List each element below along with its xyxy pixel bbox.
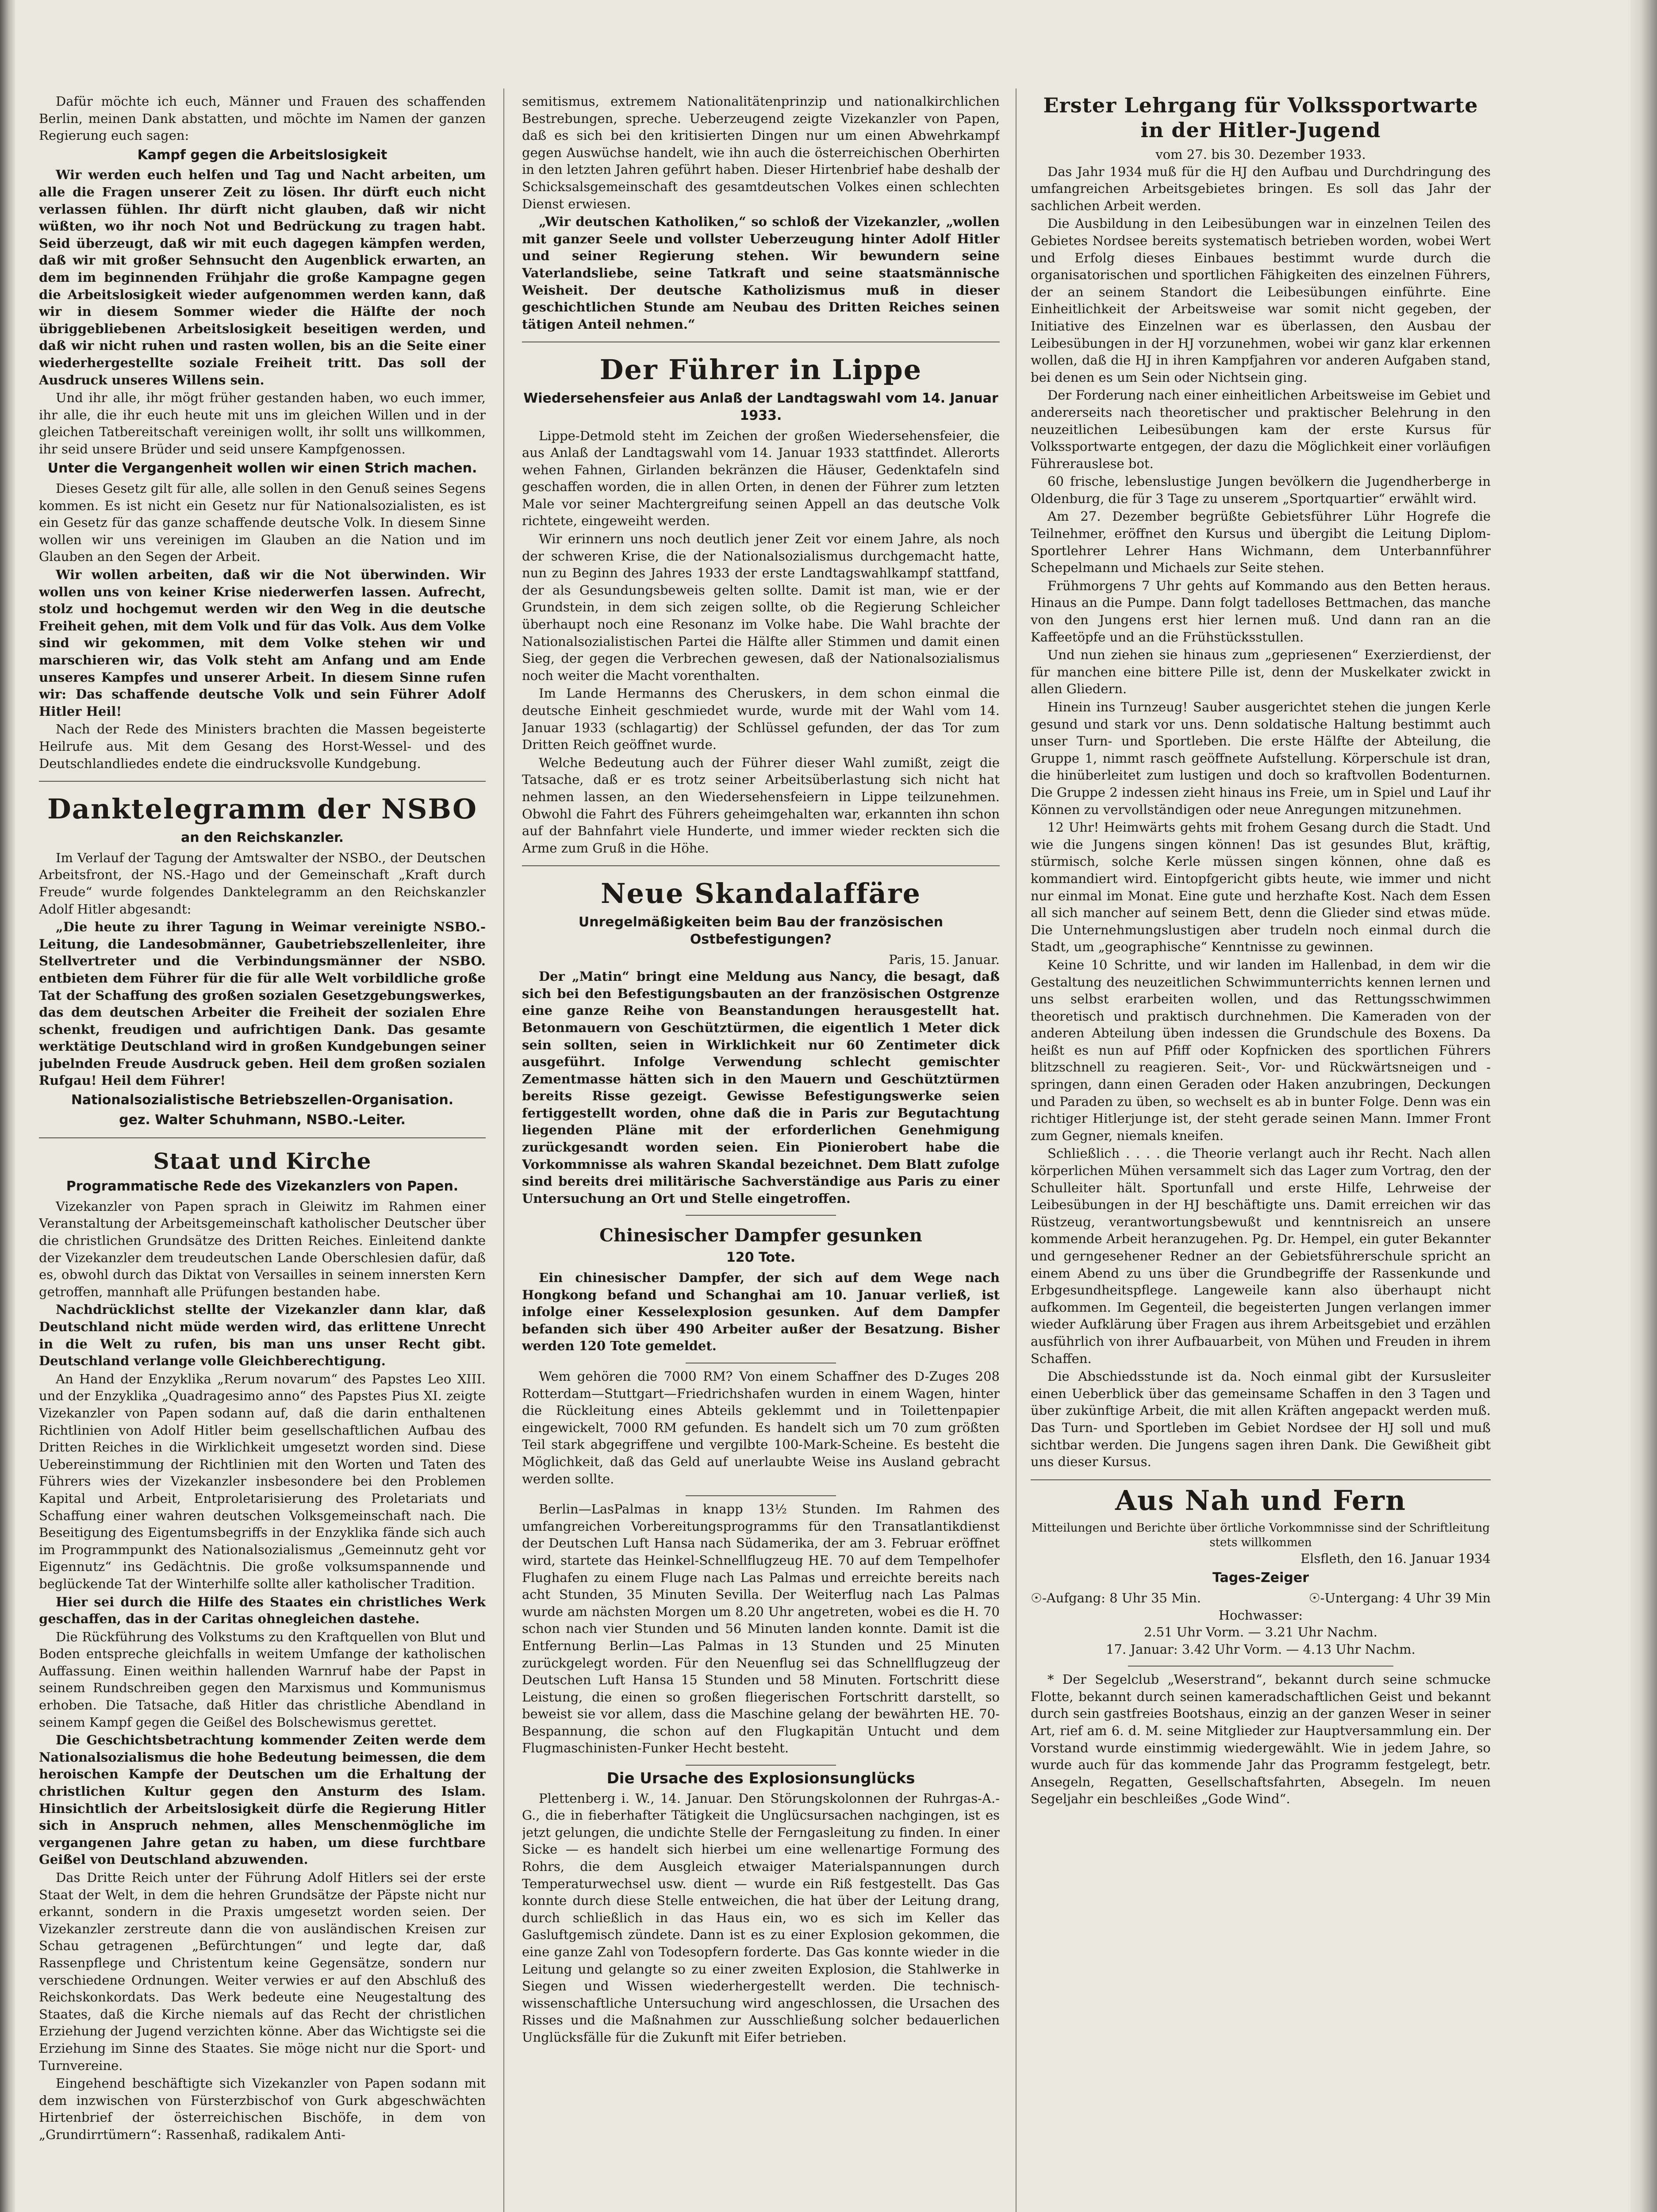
signature-name: gez. Walter Schuhmann, NSBO.-Leiter.: [119, 1112, 406, 1128]
paragraph-l4: 60 frische, lebenslustige Jungen bevölkern die Jugendherberge in Oldenburg, die für 3 Tage zu unserem „Sportquartier“ erwählt wird.: [1031, 474, 1491, 506]
paragraph-segelclub: * Der Segelclub „Weserstrand“, bekannt durch seine schmucke Flotte, bekannt durch seinen kameradschaftlichen Geist und bekannt durch sein gastfreies Bootshaus, einzig an der ganzen Weser in seiner Art, rief am 6. d. M. seine Mitglieder zur Hauptversammlung ein. Der Vorstand wurde einstimmig wiedergewählt. Wie in jedem Jahre, so wurde auch für das kommende Jahr das Programm festgelegt, betr. Ansegeln, Regatten, Gesellschaftsfahrten, Absegeln. Im neuen Segeljahr ein beschleißes „Gode Wind“.: [1031, 1672, 1491, 1807]
paragraph-l10: Keine 10 Schritte, und wir landen im Hallenbad, in dem wir die Gestaltung des neuzeitlichen Schwimmunterrichts kennen lernen und uns selbst erarbeiten wollen, und das Rettungsschwimmen theoretisch und praktisch durchnehmen. Die Kameraden von der anderen Abteilung üben indessen die Grundschule des Boxens. Da heißt es nun auf Pfiff oder Kopfnicken des sportlichen Führers blitzschnell zu reagieren. Seit-, Vor- und Rückwärtsneigen und -springen, dann einen Geraden oder Haken anzubringen, Deckungen und Paraden zu üben, so wechselt es ab in bunter Folge. Denn was ein richtiger Hitlerjunge ist, der steht gerade seinen Mann. Immer Front zum Gegner, niemals kneifen.: [1031, 957, 1491, 1143]
paragraph-staat2: Nachdrücklichst stellte der Vizekanzler dann klar, daß Deutschland nicht müde werden wird, das erlittene Unrecht in die Welt zu rufen, bis man uns unser Recht gibt. Deutschland verlange volle Gleichberechtigung.: [39, 1302, 486, 1369]
sunset-time: ☉-Untergang: 4 Uhr 39 Min: [1308, 1590, 1491, 1605]
page-edge-left: [0, 0, 15, 2212]
subheading-staat-kirche: Programmatische Rede des Vizekanzlers von Papen.: [66, 1179, 459, 1194]
paragraph-dampfer: Ein chinesischer Dampfer, der sich auf dem Wege nach Hongkong befand und Schanghai am 10. Januar verließ, ist infolge einer Kesselexplosion gesunken. Auf dem Dampfer befanden sich über 490 Arbeiter außer der Besatzung. Bisher werden 120 Tote gemeldet.: [522, 1270, 1000, 1354]
headline-nah-fern: Aus Nah und Fern: [1115, 1484, 1407, 1517]
high-water-tomorrow: 17. Januar: 3.42 Uhr Vorm. — 4.13 Uhr Nachm.: [1106, 1641, 1415, 1657]
subheading-lehrgang: vom 27. bis 30. Dezember 1933.: [1155, 147, 1366, 162]
high-water-today: 2.51 Uhr Vorm. — 3.21 Uhr Nachm.: [1143, 1624, 1378, 1640]
headline-dampfer: Chinesischer Dampfer gesunken: [599, 1225, 922, 1246]
paragraph-dank2: „Die heute zu ihrer Tagung in Weimar vereinigte NSBO.-Leitung, die Landesobmänner, Gaubetriebszellenleiter, ihre Stellvertreter und die Verbindungsmänner der NSBO. entbieten dem Führer für die für alle Welt vorbildliche große Tat der Schaffung des großen sozialen Gesetzgebungswerkes, das dem deutschen Arbeiter die Freiheit der sozialen Ehre schenkt, freudigen und aufrichtigen Dank. Das gesamte werktätige Deutschland wird in großen Kundgebungen seiner jubelnden Freude Ausdruck geben. Heil dem großen sozialen Rufgau! Heil dem Führer!: [39, 919, 486, 1088]
paragraph-berlin: Berlin—LasPalmas in knapp 13½ Stunden. Im Rahmen des umfangreichen Vorbereitungsprogramms für den Transatlantikdienst der Deutschen Luft Hansa nach Südamerika, der am 3. Februar eröffnet wird, startete das Heinkel-Schnellflugzeug HE. 70 auf dem Tempelhofer Flughafen zu einem Fluge nach Las Palmas und erreichte bereits nach acht Stunden, 35 Minuten Sevilla. Der Weiterflug nach Las Palmas wurde am nächsten Morgen um 8.20 Uhr angetreten, wobei es die H. 70 schon nach vier Stunden und 56 Minuten landen konnte. Damit ist die Entfernung Berlin—Las Palmas in 13 Stunden und 25 Minuten zurückgelegt worden. Für den Neuenflug sei das Schnellflugzeug der Deutschen Luft Hansa 15 Stunden und 58 Minuten. Fortschritt diese Leistung, die einen so großen fliegerischen Fortschritt darstellt, so beweist sie vor allem, dass die Maschine gelang der bewährten HE. 70-Bespannung, die schon auf den Flugkapitän Untucht und dem Flugmaschinisten-Funker Hecht besteht.: [522, 1502, 1000, 1756]
separator: [686, 1495, 836, 1496]
sunrise-time: ☉-Aufgang: 8 Uhr 35 Min.: [1031, 1590, 1201, 1605]
paragraph-7000: Wem gehören die 7000 RM? Von einem Schaffner des D-Zuges 208 Rotterdam—Stuttgart—Friedrichshafen wurden in einem Wagen, hinter die Rückleitung eines Abteils geklemmt und in Toilettenpapier eingewickelt, 7000 RM gefunden. Es handelt sich um 70 zum größten Teil stark abgegriffene und vergilbte 100-Mark-Scheine. Es besteht die Möglichkeit, daß das Geld auf unerlaubte Weise ins Ausland gebracht werden sollte.: [522, 1369, 1000, 1486]
paragraph-l11: Schließlich . . . . die Theorie verlangt auch ihr Recht. Nach allen körperlichen Mühen versammelt sich das Lager zum Vortrag, den der Schulleiter hält. Sportunfall und erste Hilfe, Lehrweise der Leibesübungen in der HJ beschäftigte uns. Damit erreichen wir das Rüstzeug, verantwortungsbewußt und kenntnisreich an unsere kommende Arbeit heranzugehen. Pg. Dr. Hempel, ein guter Bekannter und gerngesehener Redner an der Gebietsführerschule spricht an einem Abend zu uns über die Grundbegriffe der Rassenkunde und Erbgesundheitspflege. Langeweile kann also überhaupt nicht aufkommen. Im Gegenteil, die begeisterten Jungen verlangen immer wieder Aufklärung über Fragen aus ihrem Arbeitsgebiet und erzählen ausführlich von ihrer Aufbauarbeit, von Mühen und Freuden in ihrem Schaffen.: [1031, 1146, 1491, 1366]
signature-organisation: Nationalsozialistische Betriebszellen-Organisation.: [71, 1092, 454, 1108]
paragraph-top2: „Wir deutschen Katholiken,“ so schloß der Vizekanzler, „wollen mit ganzer Seele und vollster Ueberzeugung hinter Adolf Hitler und seiner Regierung stehen. Wir bewundern seine Vaterlandsliebe, seine Tatkraft und seine staatsmännische Weisheit. Der deutsche Katholizismus muß in dieser geschichtlichen Stunde am Neubau des Dritten Reiches seinen tätigen Anteil nehmen.“: [522, 214, 1000, 332]
paragraph-l7: Und nun ziehen sie hinaus zum „gepriesenen“ Exerzierdienst, der für manchen eine bittere Pille ist, denn der Muskelkater zwickt in allen Gliedern.: [1031, 647, 1491, 697]
separator: [1128, 1666, 1393, 1667]
headline-fuehrer-lippe: Der Führer in Lippe: [599, 353, 922, 386]
separator: [522, 865, 1000, 866]
separator: [39, 1137, 486, 1138]
subheading-dampfer: 120 Tote.: [726, 1250, 796, 1266]
paragraph-l12: Die Abschiedsstunde ist da. Noch einmal gibt der Kursusleiter einen Ueberblick über das gemeinsame Schaffen in den 3 Tagen und über zukünftige Arbeit, die mit allen Kräften angepackt werden muß. Das Turn- und Sportleben im Gebiet Nordsee der HJ soll und muß sichtbar werden. Die Jungens sagen ihren Dank. Die Gewißheit gibt uns dieser Kursus.: [1031, 1369, 1491, 1470]
paragraph-l9: 12 Uhr! Heimwärts gehts mit frohem Gesang durch die Stadt. Und wie die Jungens singen können! Das ist gesundes Blut, kräftig, stürmisch, solche Kerle müssen singen können, ohne daß es kommandiert wird. Eintopfgericht gibts heute, wie immer und nicht nur einmal im Monat. Eine gute und herzhafte Kost. Nach dem Essen all sich mancher auf seinem Bett, denn die Glieder sind etwas müde. Die Unternehmungslustigen aber trudeln noch einmal durch die Stadt, um „geographische“ Kenntnisse zu gewinnen.: [1031, 820, 1491, 955]
high-water-label: Hochwasser:: [1218, 1607, 1303, 1623]
separator: [39, 781, 486, 782]
paragraph-top: semitismus, extremem Nationalitätenprinzip und nationalkirchlichen Bestrebungen, spreche. Ueberzeugend zeigte Vizekanzler von Papen, daß es sich bei den kritisierten Dingen nur um einen Abwehrkampf gegen Auswüchse handelt, wie ihn auch die österreichischen Oberhirten in den letzten Jahren geführt haben. Dieser Hirtenbrief habe deshalb der Schicksalsgemeinschaft des gesamtdeutschen Volkes einen schlechten Dienst erwiesen.: [522, 94, 1000, 211]
separator: [686, 1215, 836, 1216]
subheading-lippe: Wiedersehensfeier aus Anlaß der Landtagswahl vom 14. Januar 1933.: [523, 391, 998, 423]
paragraph-staat6: Die Geschichtsbetrachtung kommender Zeiten werde dem Nationalsozialismus die hohe Bedeutung beimessen, die dem heroischen Kampfe der Deutschen um die Erhaltung der christlichen Kultur gegen den Ansturm des Islam. Hinsichtlich der Arbeitslosigkeit dürfe die Regierung Hitler sich in Anspruch nehmen, alles Menschenmögliche im vergangenen Jahre getan zu haben, um diese furchtbare Geißel von Deutschland abzuwenden.: [39, 1732, 486, 1867]
column-2: [522, 93, 1000, 2212]
paragraph-kampf: Wir werden euch helfen und Tag und Nacht arbeiten, um alle die Fragen unserer Zeit zu lösen. Ihr dürft euch nicht verlassen fühlen. Ihr dürft nicht glauben, daß wir nicht wüßten, wo ihr noch Not und Bedrückung zu tragen habt. Seid überzeugt, daß wir mit euch dagegen kämpfen werden, daß wir mit großer Sehnsucht den Augenblick erwarten, an dem im beginnenden Frühjahr die große Kampagne gegen die Arbeitslosigkeit wieder aufgenommen werden kann, daß wir in diesem Sommer wieder die Hälfte der noch übriggebliebenen Arbeitslosigkeit beseitigen werden, und daß wir nicht ruhen und rasten wollen, bis an die Seite einer wiederhergestellte soziale Freiheit tritt. Das soll der Ausdruck unseres Willens sein.: [39, 167, 486, 388]
column-3: [1031, 93, 1491, 2212]
paragraph-staat5: Die Rückführung des Volkstums zu den Kraftquellen von Blut und Boden entspreche gleichfalls in weitem Umfange der katholischen Auffassung. Einen weithin hallenden Warnruf habe der Papst in seinem Rundschreiben gegen den Marxismus und Kommunismus erhoben. Die Tatsache, daß Hitler das christliche Abendland in seinem Kampf gegen die Geißel des Bolschewismus gerettet.: [39, 1629, 486, 1730]
dateline-skandal: Paris, 15. Januar.: [889, 952, 1000, 967]
paragraph-lippe4: Welche Bedeutung auch der Führer dieser Wahl zumißt, zeigt die Tatsache, daß er es trotz seiner Arbeitsüberlastung sich nicht hat nehmen lassen, an den Wiedersehensfeiern in Lippe teilzunehmen. Obwohl die Fahrt des Führers geheimgehalten war, erkannten ihn schon auf der Bahnfahrt viele Hunderte, und immer wieder reckten sich die Arme zum Gruß in die Höhe.: [522, 755, 1000, 856]
column-1: [39, 93, 486, 2212]
paragraph-3: Dieses Gesetz gilt für alle, alle sollen in den Genuß seines Segens kommen. Es ist nicht ein Gesetz nur für Nationalsozialisten, es ist ein Gesetz für das ganze schaffende deutsche Volk. In diesem Sinne wollen wir uns vereinigen im Glauben an die Nation und im Glauben an den Segen der Arbeit.: [39, 481, 486, 565]
headline-staat-kirche: Staat und Kirche: [153, 1148, 372, 1175]
paragraph-5: Nach der Rede des Ministers brachten die Massen begeisterte Heilrufe aus. Mit dem Gesang des Horst-Wessel- und des Deutschlandliedes endete die eindrucksvolle Kundgebung.: [39, 722, 486, 771]
paragraph-2: Und ihr alle, ihr mögt früher gestanden haben, wo euch immer, ihr alle, die ihr euch heute mit uns im gleichen Willen und in der gleichen Tatbereitschaft vereinigen wollt, ihr sollt uns willkommen, ihr seid unsere Brüder und seid unsere Kampfgenossen.: [39, 390, 486, 457]
headline-lehrgang: Erster Lehrgang für Volkssportwarte in der Hitler-Jugend: [1043, 93, 1478, 142]
dateline-elsfleth: Elsfleth, den 16. Januar 1934: [1300, 1551, 1491, 1566]
paragraph-lippe1: Lippe-Detmold steht im Zeichen der großen Wiedersehensfeier, die aus Anlaß der Landtagswahl vom 14. Januar 1933 stattfindet. Allerorts wehen Fahnen, Girlanden bekränzen die Häuser, Gedenktafeln sind geschaffen worden, die in allen Orten, in denen der Führer zum letzten Male vor seiner Machtergreifung seinen Appell an das deutsche Volk richtete, eingeweiht werden.: [522, 428, 1000, 529]
headline-skandalaffaere: Neue Skandalaffäre: [600, 877, 921, 910]
paragraph-l1: Das Jahr 1934 muß für die HJ den Aufbau und Durchdringung des umfangreichen Arbeitsgebietes bringen. Es soll das Jahr der sachlichen Arbeit werden.: [1031, 164, 1491, 213]
intro-paragraph: Dafür möchte ich euch, Männer und Frauen des schaffenden Berlin, meinen Dank abstatten, und möchte im Namen der ganzen Regierung euch sagen:: [39, 94, 486, 143]
paragraph-l6: Frühmorgens 7 Uhr gehts auf Kommando aus den Betten heraus. Hinaus an die Pumpe. Dann folgt tadelloses Bettmachen, das manche von den Jungens erst hier lernen muß. Und dann ran an die Kaffeetöpfe und an die Frühstücksstullen.: [1031, 578, 1491, 645]
paragraph-dank: Im Verlauf der Tagung der Amtswalter der NSBO., der Deutschen Arbeitsfront, der NS.-Hago und der Gemeinschaft „Kraft durch Freude“ wurde folgendes Danktelegramm an den Reichskanzler Adolf Hitler abgesandt:: [39, 850, 486, 917]
subheading-nah-fern: Mitteilungen und Berichte über örtliche Vorkommnisse sind der Schriftleitung stets willkommen: [1031, 1521, 1490, 1549]
paragraph-lippe2: Wir erinnern uns noch deutlich jener Zeit vor einem Jahre, als noch der schweren Krise, die der Nationalsozialismus durchgemacht hatte, nun zu Beginn des Jahres 1933 der erste Landtagswahlkampf stattfand, der als Gesundungsbeweis gelten sollte. Damit ist man, wie er der Grundstein, in dem sich zeigen sollte, ob die Regierung Schleicher überhaupt noch eine Resonanz im Volke habe. Die Wahl brachte der Nationalsozialistischen Partei die Hälfte aller Stimmen und damit einen Sieg, der gegen die Verbrechen gewesen, daß der Nationalsozialismus noch weiter die Macht vorenthalten.: [522, 531, 1000, 683]
paragraph-staat4: Hier sei durch die Hilfe des Staates ein christliches Werk geschaffen, das in der Caritas ohnegleichen dastehe.: [39, 1594, 486, 1627]
paragraph-explosion: Plettenberg i. W., 14. Januar. Den Störungskolonnen der Ruhrgas-A.-G., die in fieberhafter Tätigkeit die Unglücsursachen nachgingen, ist es jetzt gelungen, die undichte Stelle der Ferngasleitung zu finden. In einer Sicke — es handelt sich hierbei um eine wellenartige Formung des Rohrs, die dem Ausgleich etwaiger Materialspannungen durch Temperaturwechsel usw. dient — wurde ein Riß festgestellt. Das Gas konnte durch diese Stelle entweichen, die hat über der Leitung drang, durch schließlich in das Haus ein, wo es sich im Keller das Gasluftgemisch zündete. Dann ist es zu einer Explosion gekommen, die eine ganze Zahl von Todesopfern forderte. Das Gas konnte wieder in die Leitung und gelangte so zu einer zweiten Explosion, die Stahlwerke in Siegen und Wissen wiederhergestellt werden. Die technisch-wissenschaftliche Untersuchung wird angeschlossen, die Ursachen des Risses und die Maßnahmen zur Ausschließung solcher bedauerlichen Unglücksfälle für die Zukunft mit Eifer betrieben.: [522, 1790, 1000, 2045]
paragraph-l2: Die Ausbildung in den Leibesübungen war in einzelnen Teilen des Gebietes Nordsee bereits systematisch betrieben worden, wobei Wert und Erfolg dieses Einbaues bestimmt wurde durch die organisatorischen und sportlichen Fähigkeiten des einzelnen Führers, der an seinem Standort die Leibesübungen einführte. Eine Einheitlichkeit der Arbeitsweise war somit nicht gegeben, der Initiative des Einzelnen war es überlassen, den Ausbau der Leibesübungen in der HJ vorzunehmen, wobei wir ganz klar erkennen wollen, daß die HJ in ihren Kampfjahren vor anderen Aufgaben stand, bei denen es um Sein oder Nichtsein ging.: [1031, 216, 1491, 385]
paragraph-l5: Am 27. Dezember begrüßte Gebietsführer Lühr Hogrefe die Teilnehmer, eröffnet den Kursus und übergibt die Leitung Diplom-Sportlehrer Lehrer Hans Wichmann, dem Unterbannführer Schepelmann und Michaels zur Seite stehen.: [1031, 509, 1491, 576]
subheading-skandal: Unregelmäßigkeiten beim Bau der französischen Ostbefestigungen?: [578, 914, 944, 947]
paragraph-lippe3: Im Lande Hermanns des Cheruskers, in dem schon einmal die deutsche Einheit geschmiedet wurde, wurde mit der Wahl vom 14. Januar 1933 (schlagartig) der Schlüssel gefunden, der das Tor zum Dritten Reich geöffnet wurde.: [522, 686, 1000, 753]
separator: [686, 1765, 836, 1766]
paragraph-l3: Der Forderung nach einer einheitlichen Arbeitsweise im Gebiet und andererseits nach theoretischer und praktischer Belehrung in den neuzeitlichen Leibesübungen kam der erste Kursus für Volkssportwarte entgegen, der dazu die Möglichkeit einer vorläufigen Führerauslese bot.: [1031, 388, 1491, 471]
paragraph-staat7: Das Dritte Reich unter der Führung Adolf Hitlers sei der erste Staat der Welt, in dem die hehren Grundsätze der Päpste nicht nur erkannt, sondern in die Praxis umgesetzt worden seien. Der Vizekanzler zerstreute dann die von ausländischen Kreisen zur Schau getragenen „Befürchtungen“ und legte dar, daß Rassenpflege und Christentum keine Gegensätze, sondern nur verschiedene Ordnungen. Weiter verwies er auf den Abschluß des Reichskonkordats. Das Werk bedeute eine Neugestaltung des Staates, daß die Kirche niemals auf das Recht der christlichen Erziehung der Jugend verzichten könne. Aber das Wichtigste sei die Erziehung im Sinne des Staates. Sie möge nicht nur die Sport- und Turnvereine.: [39, 1870, 486, 2073]
subheading-danktelegramm: an den Reichskanzler.: [181, 830, 344, 846]
paragraph-staat8: Eingehend beschäftigte sich Vizekanzler von Papen sodann mit dem inzwischen von Fürsterzbischof von Gurk abgeschwächten Hirtenbrief der österreichischen Bischöfe, in dem von „Grundirrtümern“: Rassenhaß, radikalem Anti-: [39, 2076, 486, 2142]
separator: [1031, 1479, 1491, 1480]
headline-danktelegramm: Danktelegramm der NSBO: [47, 793, 478, 826]
heading-strich: Unter die Vergangenheit wollen wir einen Strich machen.: [47, 461, 477, 476]
paragraph-l8: Hinein ins Turnzeug! Sauber ausgerichtet stehen die jungen Kerle gesund und stark vor uns. Denn soldatische Haltung bestimmt auch unser Turn- und Sportleben. Die erste Hälfte der Abteilung, die Gruppe 1, nimmt rasch geöffnete Aufstellung. Körperschule ist dran, die hinüberleitet zum lustigen und doch so kraftvollen Bodenturnen. Die Gruppe 2 indessen zieht hinaus ins Freie, um in Spiel und Lauf ihr Können zu vervollständigen oder neue Anregungen mitzunehmen.: [1031, 699, 1491, 817]
paragraph-staat3: An Hand der Enzyklika „Rerum novarum“ des Papstes Leo XIII. und der Enzyklika „Quadragesimo anno“ des Papstes Pius XI. zeigte Vizekanzler von Papen sodann auf, daß die darin enthaltenen Richtlinien von Adolf Hitler beim gesellschaftlichen Aufbau des Dritten Reiches in die Wirklichkeit umgesetzt worden sind. Diese Uebereinstimmung der Richtlinien mit den Worten und Taten des Führers wies der Vizekanzler insbesondere bei den Problemen Kapital und Arbeit, Entproletarisierung des Proletariats und Schaffung einer wahren deutschen Volksgemeinschaft nach. Die Beseitigung des Eigentumsbegriffs in der Enzyklika fände sich auch im Programmpunkt des Nationalsozialismus „Gemeinnutz geht vor Eigennutz“ ins Gedächtnis. Die große volksumspannende und beglückende Tat der Winterhilfe sollte aller katholischer Tradition.: [39, 1371, 486, 1591]
heading-tages-zeiger: Tages-Zeiger: [1212, 1570, 1309, 1586]
paragraph-staat1: Vizekanzler von Papen sprach in Gleiwitz im Rahmen einer Veranstaltung der Arbeitsgemeinschaft katholischer Deutscher über die christlichen Grundsätze des Dritten Reiches. Einleitend dankte der Vizekanzler dem treudeutschen Lande Oberschlesien dafür, daß es, obwohl durch das Diktat von Versailles in seinem innersten Kern getroffen, mannhaft alle Prüfungen bestanden habe.: [39, 1198, 486, 1299]
paragraph-skandal: Der „Matin“ bringt eine Meldung aus Nancy, die besagt, daß sich bei den Befestigungsbauten an der französischen Ostgrenze eine ganze Reihe von Beanstandungen herausgestellt hat. Betonmauern von Geschütztürmen, die eigentlich 1 Meter dick sein sollten, seien in Wirklichkeit nur 60 Zentimeter dick ausgeführt. Infolge Verwendung schlecht gemischter Zementmasse hätten sich in den Mauern und Geschütztürmen bereits Risse gezeigt. Gewisse Befestigungswerke seien fertiggestellt worden, ohne daß die in Paris zur Begutachtung liegenden Pläne mit der erforderlichen Genehmigung zurückgesandt worden seien. Ein Pionierobert habe die Vorkommnisse als wahren Skandal bezeichnet. Dem Blatt zufolge sind bereits drei militärische Sachverständige aus Paris zu einer Untersuchung an Ort und Stelle eingetroffen.: [522, 969, 1000, 1206]
sun-times-row: [1031, 1590, 1491, 1607]
heading-kampf: Kampf gegen die Arbeitslosigkeit: [137, 147, 387, 163]
column-rule-1: [503, 88, 504, 2212]
paragraph-4: Wir wollen arbeiten, daß wir die Not überwinden. Wir wollen uns von keiner Krise niederwerfen lassen. Aufrecht, stolz und hochgemut werden wir den Weg in die deutsche Freiheit gehen, mit dem Volk und für das Volk. Aus dem Volke sind wir gekommen, mit dem Volke stehen wir und marschieren wir, das Volk steht am Anfang und am Ende unseres Kampfes und unserer Arbeit. In diesem Sinne rufen wir: Das schaffende deutsche Volk und sein Führer Adolf Hitler Heil!: [39, 567, 486, 719]
page-edge-right: [1630, 0, 1657, 2212]
headline-explosion: Die Ursache des Explosionsunglücks: [606, 1770, 915, 1788]
